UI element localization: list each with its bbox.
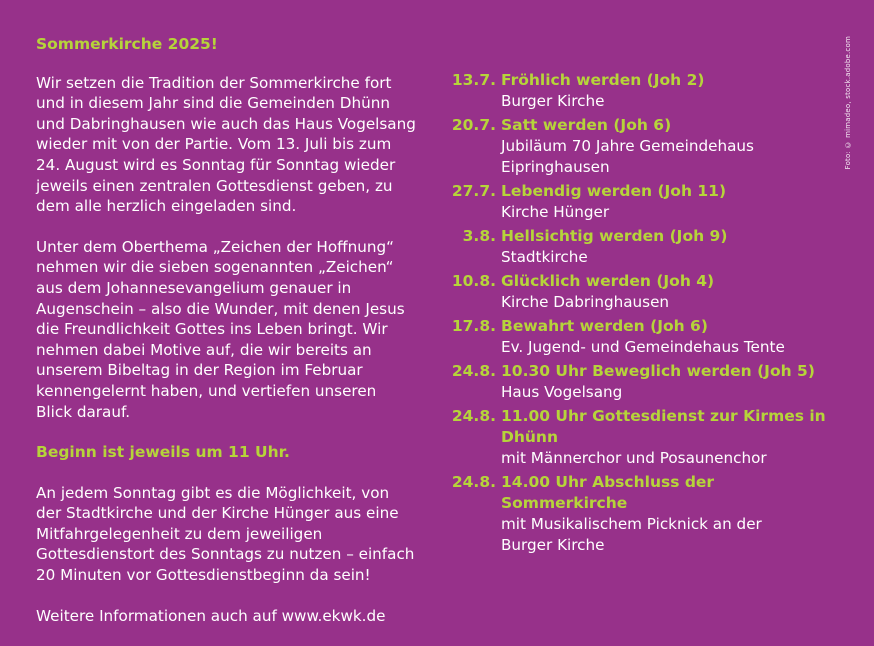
schedule-date: 27.7.: [451, 182, 496, 200]
schedule-location: Burger Kirche: [501, 536, 605, 554]
schedule-location: Eipringhausen: [501, 158, 610, 176]
schedule-title: Bewahrt werden (Joh 6): [501, 317, 708, 335]
schedule-date: 24.8.: [451, 473, 496, 491]
schedule-date: 10.8.: [451, 272, 496, 290]
schedule-title: Lebendig werden (Joh 11): [501, 182, 727, 200]
intro-column: [36, 34, 416, 646]
schedule-entry: [444, 361, 834, 403]
schedule-title: Fröhlich werden (Joh 2): [501, 71, 705, 89]
schedule-title: 14.00 Uhr Abschluss der Sommerkirche: [501, 473, 715, 512]
start-time-note: Beginn ist jeweils um 11 Uhr.: [36, 443, 290, 462]
schedule-entry: [444, 271, 834, 313]
schedule-date: 24.8.: [451, 362, 496, 380]
page-title: Sommerkirche 2025!: [36, 35, 218, 53]
schedule-location: Jubiläum 70 Jahre Gemeindehaus: [501, 137, 754, 155]
theme-paragraph: Unter dem Oberthema „Zeichen der Hoffnung“ nehmen wir die sieben sogenannten „Zeichen“ aus dem Johannesevangelium genauer in Augenschein – also die Wunder, mit denen Jesus die Freundlichkeit Gottes ins Leben bringt. Wir nehmen dabei Motive auf, die wir bereits an unserem Bibeltag in der Region im Februar kennengelernt haben, und vertiefen unseren Blick darauf.: [36, 237, 405, 421]
schedule-entry: [444, 115, 834, 178]
ride-paragraph: An jedem Sonntag gibt es die Möglichkeit, von der Stadtkirche und der Kirche Hünger aus eine Mitfahrgelegenheit zu dem jeweiligen Gottesdienstort des Sonntags zu nutzen – einfach 20 Minuten vor Gottesdienstbeginn da sein!: [36, 483, 415, 585]
schedule-list: [444, 70, 834, 559]
schedule-date: 17.8.: [451, 317, 496, 335]
schedule-entry: [444, 226, 834, 268]
schedule-date: 3.8.: [462, 227, 496, 245]
schedule-date: 20.7.: [451, 116, 496, 134]
schedule-location: mit Musikalischem Picknick an der: [501, 515, 762, 533]
schedule-location: Stadtkirche: [501, 248, 588, 266]
schedule-title: Glücklich werden (Joh 4): [501, 272, 715, 290]
schedule-entry: [444, 316, 834, 358]
schedule-location: Kirche Dabringhausen: [501, 293, 670, 311]
schedule-title: 10.30 Uhr Beweglich werden (Joh 5): [501, 362, 815, 380]
schedule-entry: [444, 472, 834, 556]
schedule-title: 11.00 Uhr Gottesdienst zur Kirmes in Dhünn: [501, 407, 826, 446]
schedule-title: Hellsichtig werden (Joh 9): [501, 227, 728, 245]
schedule-location: Haus Vogelsang: [501, 383, 623, 401]
schedule-date: 13.7.: [451, 71, 496, 89]
schedule-entry: [444, 181, 834, 223]
intro-paragraph: Wir setzen die Tradition der Sommerkirche fort und in diesem Jahr sind die Gemeinden Dhünn und Dabringhausen wie auch das Haus Vogelsang wieder mit von der Partie. Vom 13. Juli bis zum 24. August wird es Sonntag für Sonntag wieder jeweils einen zentralen Gottesdienst geben, zu dem alle herzlich eingeladen sind.: [36, 73, 416, 216]
schedule-date: 24.8.: [451, 407, 496, 425]
schedule-location: Kirche Hünger: [501, 203, 610, 221]
schedule-location: Ev. Jugend- und Gemeindehaus Tente: [501, 338, 785, 356]
photo-credit: Foto: © mimadeo, stock.adobe.com: [844, 36, 852, 170]
schedule-entry: [444, 70, 834, 112]
schedule-entry: [444, 406, 834, 469]
schedule-title: Satt werden (Joh 6): [501, 116, 672, 134]
schedule-location: Burger Kirche: [501, 92, 605, 110]
more-info-text: Weitere Informationen auch auf www.ekwk.de: [36, 606, 386, 625]
schedule-location: mit Männerchor und Posaunenchor: [501, 449, 767, 467]
